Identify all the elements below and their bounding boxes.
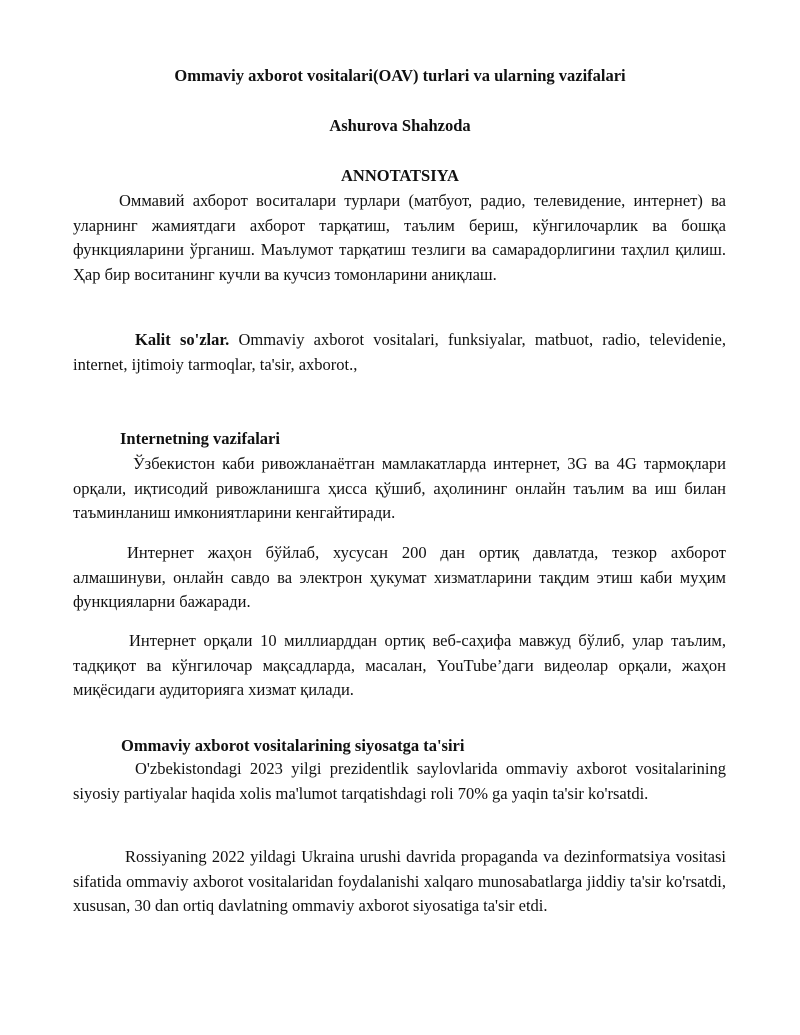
section1-paragraph-2: Интернет жаҳон бўйлаб, хусусан 200 дан ортиқ давлатда, тезкор ахборот алмашинуви, онлайн савдо ва электрон ҳукумат хизматларини тақдим этиш каби муҳим функцияларни бажаради. — [73, 543, 726, 611]
keywords-label: Kalit so'zlar. — [135, 330, 230, 349]
section2-paragraph-2: Rossiyaning 2022 yildagi Ukraina urushi davrida propaganda va dezinformatsiya vositasi sifatida ommaviy axborot vositalaridan foydalanishi xalqaro munosabatlarga jiddiy ta'sir ko'rsatdi, xususan, 30 dan ortiq davlatning ommaviy axborot siyosatiga ta'sir etdi. — [73, 847, 726, 915]
section1-paragraph-1: Ўзбекистон каби ривожланаётган мамлакатларда интернет, 3G ва 4G тармоқлари орқали, иқтисодий ривожланишга ҳисса қўшиб, аҳолининг онлайн таълим ва иш билан таъминланиш имкониятларини кенгайтиради. — [73, 454, 726, 522]
document-author: Ashurova Shahzoda — [329, 116, 471, 135]
section-heading-internet: Internetning vazifalari — [120, 429, 280, 448]
document-title: Ommaviy axborot vositalari(OAV) turlari va ularning vazifalari — [174, 66, 626, 85]
section-heading-politics: Ommaviy axborot vositalarining siyosatga ta'siri — [121, 736, 465, 755]
annotation-paragraph: Оммавий ахборот воситалари турлари (матбуот, радио, телевидение, интернет) ва уларнинг жамиятдаги ахборот тарқатиш, таълим бериш, кўнгилочарлик ва бошқа функцияларини ўрганиш. Маълумот тарқатиш тезлиги ва самарадорлигини таҳлил қилиш. Ҳар бир воситанинг кучли ва кучсиз томонларини аниқлаш. — [73, 191, 726, 284]
section2-paragraph-1: O'zbekistondagi 2023 yilgi prezidentlik saylovlarida ommaviy axborot vositalarining siyosiy partiyalar haqida xolis ma'lumot tarqatishdagi roli 70% ga yaqin ta'sir ko'rsatdi. — [73, 759, 726, 803]
section1-paragraph-3: Интернет орқали 10 миллиарддан ортиқ веб-саҳифа мавжуд бўлиб, улар таълим, тадқиқот ва кўнгилочар мақсадларда, масалан, YouTube’даги видеолар орқали, жаҳон миқёсидаги аудиторияга хизмат қилади. — [73, 631, 726, 699]
keywords-paragraph — [73, 328, 726, 377]
keywords-text: Ommaviy axborot vositalari, funksiyalar, matbuot, radio, televidenie, internet, ijtimoiy tarmoqlar, ta'sir, axborot., — [73, 330, 726, 374]
annotation-heading: ANNOTATSIYA — [341, 166, 459, 185]
